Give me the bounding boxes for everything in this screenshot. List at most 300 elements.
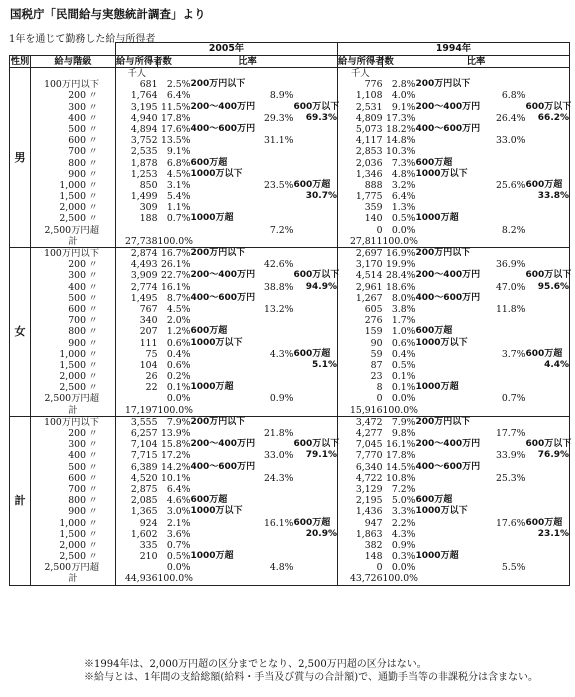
range-subtotal	[487, 506, 526, 517]
range-total	[294, 326, 338, 337]
bracket-range: 200～400万円	[415, 270, 481, 281]
range-subtotal: 17.6%	[495, 517, 526, 529]
bracket-label: 1,500 〃	[31, 529, 116, 540]
range-subtotal	[262, 326, 294, 337]
ratio-value: 100.0%	[157, 573, 193, 585]
range-total	[294, 562, 338, 573]
table-row	[10, 158, 570, 169]
bracket-label: 600 〃	[31, 304, 116, 315]
ratio-value: 100.0%	[382, 573, 418, 585]
ditto-mark: 〃	[88, 90, 98, 102]
range-total	[526, 382, 570, 393]
worker-count: 2,195	[338, 495, 383, 506]
bracket-label: 400 〃	[31, 282, 116, 293]
bracket-range: 400～600万円	[190, 123, 256, 134]
ratio-value: 19.9%	[385, 259, 416, 271]
ditto-mark: 〃	[88, 315, 98, 327]
range-subtotal	[262, 405, 294, 417]
range-total	[526, 304, 570, 315]
range-total: 23.1%	[526, 529, 570, 540]
worker-count: 4,514	[338, 270, 383, 281]
range-subtotal	[487, 338, 526, 349]
range-total	[526, 293, 570, 304]
ratio-value: 0.1%	[391, 371, 416, 383]
ditto-mark: 〃	[88, 146, 98, 158]
range-total: 79.1%	[294, 450, 338, 461]
bracket-label: 2,000 〃	[31, 371, 116, 382]
ratio-value: 16.9%	[385, 248, 416, 259]
worker-count: 1,108	[338, 90, 383, 101]
footnotes	[84, 658, 538, 684]
worker-count: 104	[116, 360, 158, 371]
range-subtotal: 16.1%	[263, 517, 294, 529]
range-total	[294, 304, 338, 315]
bracket-range	[191, 371, 262, 382]
bracket-range	[416, 562, 487, 573]
range-subtotal: 21.8%	[263, 428, 294, 439]
range-subtotal	[487, 405, 526, 417]
range-total: 600万超	[526, 349, 570, 360]
ratio-value: 6.4%	[166, 90, 191, 102]
range-subtotal: 36.9%	[495, 259, 526, 271]
range-total	[294, 225, 338, 236]
range-subtotal: 25.6%	[495, 179, 526, 191]
ratio-value: 9.1%	[391, 101, 416, 113]
ratio-1994-header: 比率	[383, 55, 570, 68]
range-total	[526, 79, 570, 90]
ratio-value: 7.9%	[391, 416, 416, 428]
ditto-mark: 〃	[88, 270, 98, 282]
ratio-value: 8.0%	[391, 292, 416, 304]
bracket-range: 200万円以下	[190, 248, 246, 258]
worker-count: 1,365	[116, 506, 158, 517]
bracket-range	[191, 191, 262, 202]
ratio-value: 2.1%	[166, 517, 191, 529]
ratio-value: 0.1%	[166, 382, 191, 394]
table-row	[10, 270, 570, 281]
range-subtotal: 0.7%	[501, 393, 526, 405]
bracket-range	[416, 450, 487, 461]
bracket-range	[416, 428, 487, 439]
range-subtotal	[487, 382, 526, 393]
bracket-range: 200～400万円	[415, 439, 481, 450]
worker-count: 335	[116, 540, 158, 551]
range-total	[294, 382, 338, 393]
bracket-range	[416, 191, 487, 202]
bracket-label: 2,500万円超	[31, 225, 116, 236]
range-subtotal	[262, 382, 294, 393]
bracket-range	[416, 146, 487, 157]
ratio-value: 14.2%	[160, 461, 191, 473]
worker-count: 7,770	[338, 450, 383, 461]
bracket-range	[416, 135, 487, 146]
range-subtotal	[262, 506, 294, 517]
ratio-value: 3.6%	[166, 528, 191, 540]
ratio-value: 4.8%	[391, 168, 416, 180]
ditto-mark: 〃	[88, 439, 98, 451]
bracket-range	[416, 236, 487, 248]
bracket-range	[191, 450, 262, 461]
range-total	[526, 169, 570, 180]
ratio-value	[158, 225, 191, 236]
table-row	[10, 417, 570, 428]
worker-count: 681	[116, 79, 158, 90]
range-subtotal	[487, 191, 526, 202]
bracket-range: 1000万超	[415, 213, 459, 224]
range-total	[526, 540, 570, 551]
worker-count: 1,602	[116, 529, 158, 540]
range-total	[294, 248, 338, 259]
range-subtotal	[487, 417, 526, 428]
ditto-mark: 〃	[88, 382, 98, 394]
ditto-mark: 〃	[88, 348, 98, 360]
worker-count: 26	[116, 371, 158, 382]
range-subtotal	[262, 191, 294, 202]
worker-count: 4,722	[338, 473, 383, 484]
range-subtotal: 29.3%	[263, 112, 294, 124]
worker-count: 15,916	[338, 405, 383, 417]
range-subtotal: 24.3%	[263, 472, 294, 484]
document-subtitle: 1年を通じて勤務した給与所得者	[9, 34, 156, 45]
range-subtotal	[487, 158, 526, 169]
range-total	[294, 393, 338, 404]
worker-count: 2,961	[338, 282, 383, 293]
bracket-range: 1000万以下	[415, 168, 468, 179]
bracket-range	[416, 393, 487, 404]
range-subtotal: 31.1%	[263, 135, 294, 147]
worker-count: 2,697	[338, 248, 383, 259]
range-total	[526, 428, 570, 439]
bracket-label: 100万円以下	[31, 417, 116, 428]
ratio-value: 17.8%	[385, 450, 416, 462]
table-row	[10, 293, 570, 304]
range-subtotal	[262, 462, 294, 473]
ditto-mark: 〃	[88, 202, 98, 214]
range-total: 600万超	[294, 180, 338, 191]
worker-count: 1,267	[338, 293, 383, 304]
range-total: 95.6%	[526, 282, 570, 293]
worker-count: 210	[116, 551, 158, 562]
table-row	[10, 462, 570, 473]
worker-count: 5,073	[338, 124, 383, 135]
worker-count: 188	[116, 213, 158, 224]
ditto-mark: 〃	[88, 461, 98, 473]
table-row	[10, 349, 570, 360]
count-2005-header: 給与所得者数	[116, 55, 172, 67]
table-row	[10, 529, 570, 540]
worker-count: 276	[338, 315, 383, 326]
range-total	[526, 124, 570, 135]
bracket-range	[416, 405, 487, 417]
table-row	[10, 393, 570, 404]
worker-count: 382	[338, 540, 383, 551]
worker-count: 59	[338, 349, 383, 360]
table-row	[10, 225, 570, 236]
bracket-range: 200～400万円	[190, 270, 256, 281]
ditto-mark: 〃	[88, 157, 98, 169]
worker-count: 8	[338, 382, 383, 393]
bracket-range: 200万円以下	[415, 416, 471, 427]
bracket-range	[191, 349, 262, 360]
ratio-value: 0.2%	[166, 371, 191, 383]
table-row	[10, 473, 570, 484]
range-subtotal	[487, 315, 526, 326]
ratio-value: 17.6%	[160, 123, 191, 135]
table-row	[10, 304, 570, 315]
bracket-label: 800 〃	[31, 158, 116, 169]
range-subtotal	[487, 213, 526, 224]
range-subtotal	[262, 158, 294, 169]
bracket-label: 2,500 〃	[31, 382, 116, 393]
worker-count: 0	[338, 225, 383, 236]
range-subtotal	[262, 124, 294, 135]
ditto-mark: 〃	[88, 539, 98, 551]
table-row	[10, 428, 570, 439]
worker-count: 4,277	[338, 428, 383, 439]
ratio-value: 0.4%	[391, 348, 416, 360]
range-subtotal: 13.2%	[263, 303, 294, 315]
range-subtotal: 5.5%	[501, 562, 526, 574]
ratio-value: 0.0%	[391, 562, 416, 574]
table-row	[10, 191, 570, 202]
range-subtotal	[262, 169, 294, 180]
range-subtotal: 26.4%	[495, 112, 526, 124]
ratio-value: 100.0%	[382, 404, 418, 416]
worker-count: 2,531	[338, 102, 383, 113]
table-row	[10, 551, 570, 562]
ratio-value: 0.6%	[391, 337, 416, 349]
bracket-label: 200 〃	[31, 428, 116, 439]
bracket-range	[191, 135, 262, 146]
worker-count: 27,738	[116, 236, 158, 248]
bracket-label: 900 〃	[31, 169, 116, 180]
bracket-label: 1,000 〃	[31, 518, 116, 529]
ditto-mark: 〃	[88, 303, 98, 315]
bracket-range	[191, 225, 262, 236]
range-total	[526, 146, 570, 157]
bracket-range: 1000万以下	[190, 337, 243, 348]
worker-count: 3,752	[116, 135, 158, 146]
range-total	[294, 135, 338, 146]
range-total	[526, 551, 570, 562]
range-total	[294, 371, 338, 382]
ratio-value: 17.8%	[160, 112, 191, 124]
income-distribution-table-wrapper	[9, 42, 570, 586]
bracket-range	[191, 236, 262, 248]
worker-count: 605	[338, 304, 383, 315]
range-subtotal	[487, 146, 526, 157]
worker-count: 87	[338, 360, 383, 371]
range-subtotal	[487, 236, 526, 248]
table-body	[10, 68, 570, 586]
range-subtotal	[262, 293, 294, 304]
table-row	[10, 360, 570, 371]
bracket-label: 200 〃	[31, 259, 116, 270]
bracket-label: 2,000 〃	[31, 202, 116, 213]
worker-count: 3,129	[338, 484, 383, 495]
table-row	[10, 450, 570, 461]
worker-count: 159	[338, 326, 383, 337]
range-total	[526, 202, 570, 213]
range-subtotal	[487, 540, 526, 551]
ditto-mark: 〃	[88, 135, 98, 147]
range-subtotal	[487, 124, 526, 135]
worker-count: 23	[338, 371, 383, 382]
ratio-value: 1.2%	[166, 326, 191, 338]
bracket-label: 600 〃	[31, 473, 116, 484]
bracket-range	[416, 180, 487, 191]
bracket-label: 計	[31, 236, 116, 248]
ratio-value: 1.0%	[391, 326, 416, 338]
worker-count: 947	[338, 518, 383, 529]
worker-count: 6,389	[116, 462, 158, 473]
bracket-label: 300 〃	[31, 270, 116, 281]
worker-count: 43,726	[338, 573, 383, 585]
worker-count: 767	[116, 304, 158, 315]
range-total	[294, 315, 338, 326]
bracket-range: 1000万以下	[190, 506, 243, 517]
bracket-range: 600万超	[190, 157, 228, 168]
worker-count: 4,493	[116, 259, 158, 270]
bracket-range	[416, 202, 487, 213]
ratio-2005-header: 比率	[158, 55, 338, 68]
table-row	[10, 90, 570, 101]
ditto-mark: 〃	[88, 112, 98, 124]
ratio-value: 0.6%	[166, 337, 191, 349]
bracket-range	[191, 562, 262, 573]
ratio-value: 10.8%	[385, 472, 416, 484]
bracket-label: 800 〃	[31, 495, 116, 506]
bracket-range	[416, 349, 487, 360]
bracket-range	[191, 113, 262, 124]
range-total	[526, 90, 570, 101]
bracket-range	[416, 573, 487, 585]
bracket-range	[416, 90, 487, 101]
range-subtotal	[262, 495, 294, 506]
ratio-value: 6.4%	[166, 483, 191, 495]
ratio-value: 16.1%	[385, 439, 416, 451]
bracket-range	[416, 315, 487, 326]
range-total	[294, 428, 338, 439]
worker-count: 309	[116, 202, 158, 213]
worker-count: 90	[338, 338, 383, 349]
range-subtotal	[262, 315, 294, 326]
range-subtotal	[262, 529, 294, 540]
unit-row	[10, 68, 570, 80]
range-subtotal: 42.6%	[263, 259, 294, 271]
worker-count: 27,811	[338, 236, 383, 248]
ratio-value: 0.5%	[391, 213, 416, 225]
bracket-range	[416, 371, 487, 382]
range-subtotal	[487, 371, 526, 382]
worker-count	[116, 225, 158, 236]
bracket-label: 300 〃	[31, 439, 116, 450]
range-total	[526, 393, 570, 404]
worker-count	[116, 562, 158, 573]
range-total: 69.3%	[294, 113, 338, 124]
bracket-label: 計	[31, 405, 116, 417]
table-row	[10, 382, 570, 393]
worker-count: 6,257	[116, 428, 158, 439]
bracket-label: 2,500 〃	[31, 213, 116, 224]
range-subtotal	[487, 495, 526, 506]
bracket-label: 1,000 〃	[31, 349, 116, 360]
ratio-value: 0.5%	[166, 551, 191, 563]
range-total: 600万以下	[293, 439, 340, 450]
ditto-mark: 〃	[88, 292, 98, 304]
range-total	[526, 259, 570, 270]
worker-count: 0	[338, 393, 383, 404]
ratio-value: 10.3%	[385, 146, 416, 158]
ratio-value: 18.6%	[385, 281, 416, 293]
range-subtotal	[262, 102, 294, 113]
table-row	[10, 113, 570, 124]
count-1994-header: 給与所得者数	[338, 55, 394, 67]
table-row	[10, 495, 570, 506]
range-total	[526, 405, 570, 417]
range-subtotal	[487, 270, 526, 281]
ratio-value: 0.1%	[391, 382, 416, 394]
unit-label: 千人	[338, 68, 383, 80]
bracket-label: 2,500 〃	[31, 551, 116, 562]
ratio-value: 0.5%	[391, 359, 416, 371]
bracket-range	[191, 304, 262, 315]
range-subtotal: 7.2%	[269, 224, 294, 236]
ratio-value: 4.0%	[391, 90, 416, 102]
footnote-1: ※1994年は、2,000万円超の区分までとなり、2,500万円超の区分はない。	[84, 659, 427, 670]
range-subtotal: 47.0%	[495, 281, 526, 293]
worker-count: 2,085	[116, 495, 158, 506]
ratio-value: 7.3%	[391, 157, 416, 169]
table-row	[10, 562, 570, 573]
worker-count: 22	[116, 382, 158, 393]
range-subtotal	[262, 213, 294, 224]
ditto-mark: 〃	[88, 359, 98, 371]
ditto-mark: 〃	[88, 123, 98, 135]
worker-count: 111	[116, 338, 158, 349]
ratio-value: 9.8%	[391, 428, 416, 439]
ratio-value: 0.3%	[391, 551, 416, 563]
worker-count: 4,940	[116, 113, 158, 124]
ditto-mark: 〃	[88, 281, 98, 293]
ditto-mark: 〃	[88, 551, 98, 563]
sex-label: 計	[10, 416, 31, 585]
ratio-value: 2.2%	[391, 517, 416, 529]
bracket-range: 200万円以下	[190, 416, 246, 427]
range-subtotal: 0.9%	[269, 393, 294, 405]
worker-count: 2,875	[116, 484, 158, 495]
ratio-value: 13.5%	[160, 135, 191, 147]
ditto-mark: 〃	[88, 472, 98, 484]
ratio-value: 18.2%	[385, 123, 416, 135]
table-row	[10, 326, 570, 337]
bracket-label: 700 〃	[31, 146, 116, 157]
ratio-value: 16.1%	[160, 281, 191, 293]
range-subtotal: 8.9%	[269, 90, 294, 102]
range-subtotal	[262, 540, 294, 551]
range-subtotal	[487, 462, 526, 473]
bracket-label: 900 〃	[31, 506, 116, 517]
range-total	[294, 79, 338, 90]
worker-count: 776	[338, 79, 383, 90]
table-row	[10, 518, 570, 529]
worker-count: 207	[116, 326, 158, 337]
bracket-label: 1,000 〃	[31, 180, 116, 191]
ratio-value: 0.0%	[166, 562, 191, 574]
ditto-mark: 〃	[88, 428, 98, 439]
worker-count: 75	[116, 349, 158, 360]
worker-count: 3,170	[338, 259, 383, 270]
